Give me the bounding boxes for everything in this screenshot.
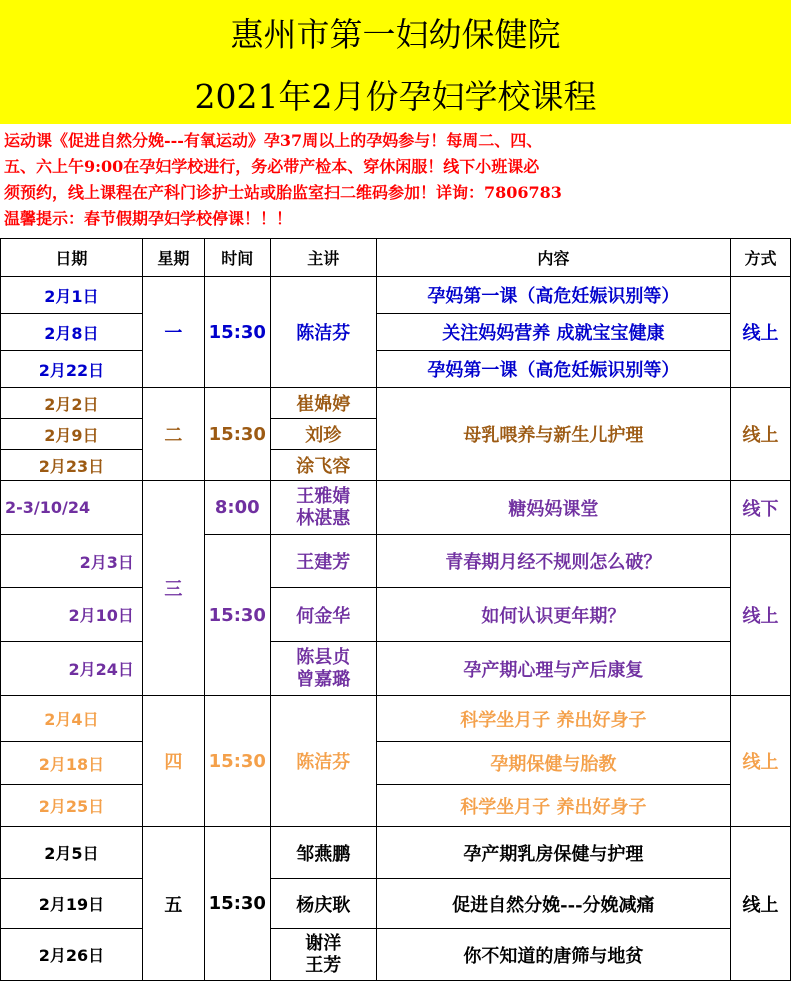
content-cell: 母乳喂养与新生儿护理 <box>376 388 730 481</box>
page-title: 惠州市第一妇幼保健院 <box>230 15 561 54</box>
date-cell: 2月23日 <box>1 450 143 481</box>
table-header-row <box>1 239 791 277</box>
date-cell: 2月8日 <box>1 314 143 351</box>
content-cell: 科学坐月子 养出好身子 <box>376 785 730 827</box>
table-row <box>1 388 791 419</box>
lecturer-cell: 何金华 <box>270 588 376 642</box>
lecturer-name: 陈县贞 <box>296 646 351 668</box>
page-subtitle: 2021年2月份孕妇学校课程 <box>194 77 597 116</box>
lecturer-name: 王芳 <box>305 954 342 976</box>
time-cell: 15:30 <box>204 827 270 981</box>
lecturer-cell: 杨庆耿 <box>270 879 376 929</box>
lecturer-cell: 陈洁芬 <box>270 277 376 388</box>
lecturer-name: 王雅婧 <box>296 485 351 507</box>
weekday-cell: 四 <box>142 696 204 827</box>
time-cell: 15:30 <box>204 535 270 696</box>
table-row <box>1 277 791 314</box>
notice-line: 运动课《促进自然分娩---有氧运动》孕37周以上的孕妈参与！每周二、四、 <box>4 131 543 150</box>
date-cell: 2月10日 <box>1 588 143 642</box>
date-cell: 2月2日 <box>1 388 143 419</box>
content-cell: 孕产期乳房保健与护理 <box>376 827 730 879</box>
notice-line: 温馨提示：春节假期孕妇学校停课！！！ <box>4 209 293 228</box>
lecturer-cell <box>270 929 376 981</box>
time-cell: 8:00 <box>204 481 270 535</box>
table-row <box>1 535 791 588</box>
notice-line: 五、六上午9:00在孕妇学校进行，务必带产检本、穿休闲服！线下小班课必 <box>4 157 540 176</box>
date-cell: 2月24日 <box>1 642 143 696</box>
header-time: 时间 <box>204 239 270 277</box>
table-row <box>1 827 791 879</box>
date-cell: 2月18日 <box>1 742 143 785</box>
lecturer-cell: 邹燕鹏 <box>270 827 376 879</box>
weekday-cell: 二 <box>142 388 204 481</box>
header-mode: 方式 <box>731 239 791 277</box>
lecturer-cell: 涂飞容 <box>270 450 376 481</box>
date-cell: 2月25日 <box>1 785 143 827</box>
date-cell: 2月19日 <box>1 879 143 929</box>
date-cell: 2月22日 <box>1 351 143 388</box>
header-banner <box>0 0 791 124</box>
date-cell: 2月26日 <box>1 929 143 981</box>
time-cell: 15:30 <box>204 277 270 388</box>
weekday-cell: 三 <box>142 481 204 696</box>
lecturer-cell: 刘珍 <box>270 419 376 450</box>
weekday-cell: 一 <box>142 277 204 388</box>
content-cell: 促进自然分娩---分娩减痛 <box>376 879 730 929</box>
lecturer-cell <box>270 481 376 535</box>
content-cell: 孕产期心理与产后康复 <box>376 642 730 696</box>
mode-cell: 线上 <box>731 827 791 981</box>
header-weekday: 星期 <box>142 239 204 277</box>
table-row <box>1 785 791 827</box>
content-cell: 关注妈妈营养 成就宝宝健康 <box>376 314 730 351</box>
lecturer-cell <box>270 642 376 696</box>
table-row <box>1 588 791 642</box>
header-date: 日期 <box>1 239 143 277</box>
lecturer-cell: 崔婂婷 <box>270 388 376 419</box>
content-cell: 如何认识更年期？ <box>376 588 730 642</box>
content-cell: 科学坐月子 养出好身子 <box>376 696 730 742</box>
content-cell: 糖妈妈课堂 <box>376 481 730 535</box>
table-row <box>1 929 791 981</box>
content-cell: 你不知道的唐筛与地贫 <box>376 929 730 981</box>
table-row <box>1 314 791 351</box>
lecturer-cell: 陈洁芬 <box>270 696 376 827</box>
mode-cell: 线上 <box>731 696 791 827</box>
notice-text <box>4 128 788 232</box>
date-cell: 2-3/10/24 <box>1 481 143 535</box>
table-row <box>1 742 791 785</box>
schedule-table <box>0 238 791 981</box>
lecturer-name: 谢洋 <box>305 932 342 954</box>
lecturer-cell: 王建芳 <box>270 535 376 588</box>
content-cell: 青春期月经不规则怎么破？ <box>376 535 730 588</box>
mode-cell: 线下 <box>731 481 791 535</box>
mode-cell: 线上 <box>731 277 791 388</box>
date-cell: 2月1日 <box>1 277 143 314</box>
table-row <box>1 642 791 696</box>
table-row <box>1 879 791 929</box>
date-cell: 2月9日 <box>1 419 143 450</box>
time-cell: 15:30 <box>204 696 270 827</box>
mode-cell: 线上 <box>731 535 791 696</box>
date-cell: 2月5日 <box>1 827 143 879</box>
table-row <box>1 351 791 388</box>
lecturer-name: 曾嘉璐 <box>296 668 351 690</box>
time-cell: 15:30 <box>204 388 270 481</box>
table-row <box>1 696 791 742</box>
notice-line: 须预约，线上课程在产科门诊护士站或胎监室扫二维码参加！详询：7806783 <box>4 183 562 202</box>
table-row <box>1 481 791 535</box>
content-cell: 孕妈第一课（高危妊娠识别等） <box>376 277 730 314</box>
date-cell: 2月3日 <box>1 535 143 588</box>
lecturer-name: 林湛惠 <box>296 507 351 529</box>
mode-cell: 线上 <box>731 388 791 481</box>
date-cell: 2月4日 <box>1 696 143 742</box>
header-lecturer: 主讲 <box>270 239 376 277</box>
content-cell: 孕期保健与胎教 <box>376 742 730 785</box>
content-cell: 孕妈第一课（高危妊娠识别等） <box>376 351 730 388</box>
header-content: 内容 <box>376 239 730 277</box>
weekday-cell: 五 <box>142 827 204 981</box>
